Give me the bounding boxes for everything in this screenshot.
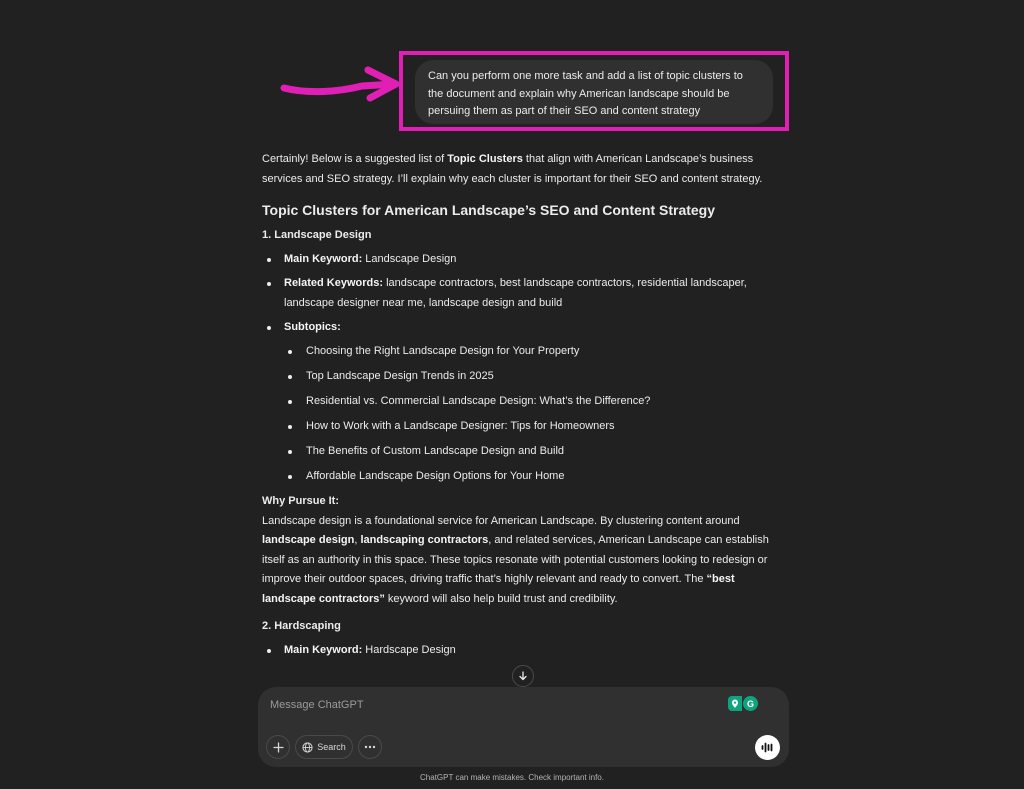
why-pursue-title: Why Pursue It: xyxy=(262,495,340,507)
more-options-button[interactable] xyxy=(358,735,382,759)
arrow-down-icon xyxy=(518,671,528,681)
subtopics-label: Subtopics: xyxy=(284,321,341,333)
voice-mode-button[interactable] xyxy=(755,735,780,760)
scroll-down-button[interactable] xyxy=(512,665,534,687)
why-bold: landscaping contractors xyxy=(360,534,489,546)
why-pursue-paragraph xyxy=(262,512,782,610)
subtopic-item: The Benefits of Custom Landscape Design and Build xyxy=(284,442,782,462)
related-keywords-label: Related Keywords: xyxy=(284,277,384,289)
annotation-arrow-icon xyxy=(278,62,402,104)
subtopic-item: How to Work with a Landscape Designer: Tips for Homeowners xyxy=(284,417,782,437)
why-text: , xyxy=(354,534,361,546)
why-text: , and related services, American Landscape can establish itself as an authority in this space. These topics resonate with potential customers looking to redesign or improve their outdoor spaces, driving traffic that’s highly relevant and ready to convert. The xyxy=(262,534,769,585)
attach-button[interactable] xyxy=(266,735,290,759)
main-keyword-label: Main Keyword: xyxy=(284,643,363,656)
list-item xyxy=(262,274,782,313)
intro-paragraph xyxy=(262,150,782,189)
why-bold: “best landscape contractors” xyxy=(262,573,735,605)
main-keyword-value: Landscape Design xyxy=(362,252,457,265)
subtopic-item: Top Landscape Design Trends in 2025 xyxy=(284,367,782,387)
intro-text: Certainly! Below is a suggested list of xyxy=(262,153,448,165)
why-bold: landscape design xyxy=(262,534,355,546)
why-text: keyword will also help build trust and credibility. xyxy=(384,592,618,605)
grammarly-icon[interactable]: G xyxy=(743,696,758,711)
intro-text-2: that align with American Landscape’s business services and SEO strategy. I’ll explain why each cluster is important for their SEO and content strategy. xyxy=(262,153,763,185)
section-title: 1. Landscape Design xyxy=(262,229,372,241)
main-keyword-value: Hardscape Design xyxy=(362,643,456,656)
audio-waveform-icon xyxy=(761,742,774,753)
subtopic-item: Residential vs. Commercial Landscape Design: What’s the Difference? xyxy=(284,392,782,412)
subtopic-item: Affordable Landscape Design Options for Your Home xyxy=(284,467,782,487)
message-input[interactable] xyxy=(270,696,710,714)
message-composer xyxy=(258,687,789,767)
search-label: Search xyxy=(317,742,346,752)
ellipsis-icon xyxy=(364,745,376,749)
globe-icon xyxy=(302,742,313,753)
list-item xyxy=(262,641,782,661)
disclaimer-text: ChatGPT can make mistakes. Check important info. xyxy=(420,773,604,782)
user-message: Can you perform one more task and add a list of topic clusters to the document and explain why American landscape should be persuing them as part of their SEO and content strategy xyxy=(415,60,773,124)
plus-icon xyxy=(273,742,284,753)
list-item xyxy=(262,250,782,270)
subtopic-item: Choosing the Right Landscape Design for Your Property xyxy=(284,342,782,362)
section-list xyxy=(262,250,782,487)
list-item xyxy=(262,318,782,486)
subtopics-list xyxy=(284,342,782,487)
main-keyword-label: Main Keyword: xyxy=(284,252,363,265)
assistant-response xyxy=(262,150,782,665)
section-title: 2. Hardscaping xyxy=(262,620,341,632)
section-list xyxy=(262,641,782,661)
response-heading: Topic Clusters for American Landscape’s SEO and Content Strategy xyxy=(262,202,716,218)
related-keywords-value: landscape contractors, best landscape contractors, residential landscaper, landscape designer near me, landscape design and build xyxy=(284,277,747,309)
search-button[interactable] xyxy=(295,735,353,759)
map-pin-icon[interactable] xyxy=(728,696,742,711)
extension-icons xyxy=(728,696,758,711)
intro-bold: Topic Clusters xyxy=(447,153,523,165)
why-text: Landscape design is a foundational service for American Landscape. By clustering content around xyxy=(262,514,740,527)
